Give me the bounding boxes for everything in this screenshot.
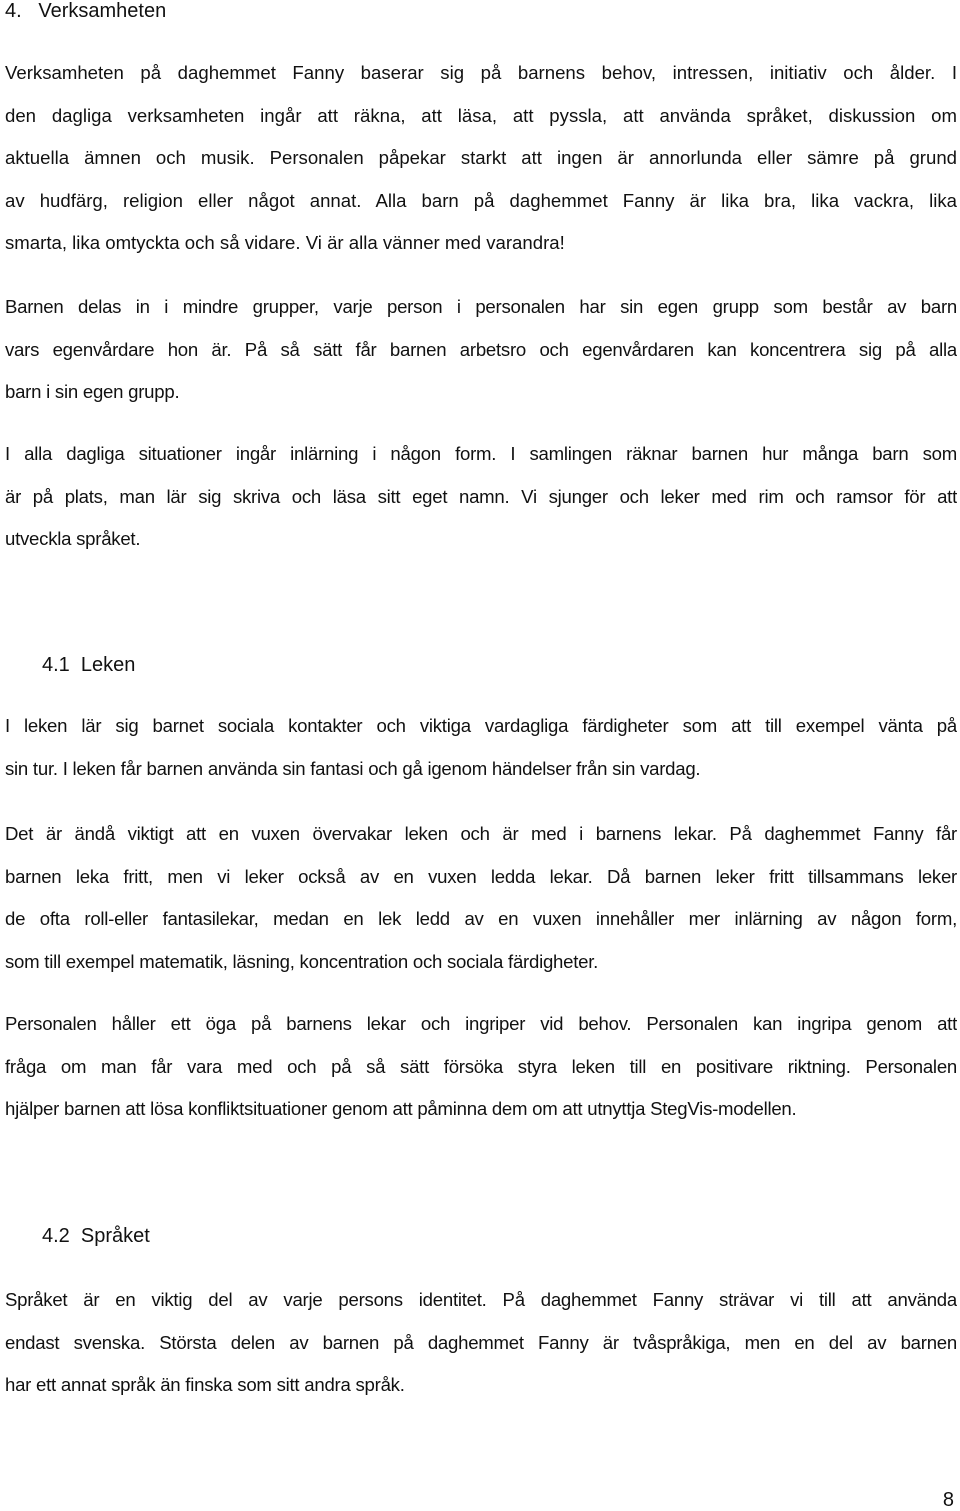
paragraph-groups — [5, 286, 957, 414]
text-line: är på plats, man lär sig skriva och läsa sitt eget namn. Vi sjunger och leker med rim och ramsor för att — [5, 485, 957, 507]
text-line: aktuella ämnen och musik. Personalen påpekar starkt att ingen är annorlunda eller sämre på grund — [5, 147, 957, 168]
text-line: de ofta roll-eller fantasilekar, medan en lek ledd av en vuxen innehåller mer inlärning av någon form, — [5, 908, 957, 929]
text-line: hjälper barnen att lösa konfliktsituationer genom att påminna dem om att utnyttja StegVis-modellen. — [5, 1098, 797, 1119]
text-line: barnen leka fritt, men vi leker också av en vuxen ledda lekar. Då barnen leker fritt tillsammans leker — [5, 865, 957, 887]
text-line: har ett annat språk än finska som sitt andra språk. — [5, 1374, 405, 1395]
text-line: som till exempel matematik, läsning, koncentration och sociala färdigheter. — [5, 950, 599, 972]
text-line: Språket är en viktig del av varje persons identitet. På daghemmet Fanny strävar vi till att använda — [5, 1289, 957, 1310]
text-line: barn i sin egen grupp. — [5, 381, 180, 402]
text-line: I leken lär sig barnet sociala kontakter och viktiga vardagliga färdigheter som att till exempel vänta på — [5, 715, 957, 736]
text-line: fråga om man får vara med och på så sätt försöka styra leken till en positivare riktning. Personalen — [5, 1055, 957, 1077]
text-line: Barnen delas in i mindre grupper, varje person i personalen har sin egen grupp som består av barn — [5, 296, 957, 317]
text-line: Det är ändå viktigt att en vuxen övervakar leken och är med i barnens lekar. På daghemmet Fanny får — [5, 823, 957, 844]
paragraph-leken-staff — [5, 1003, 957, 1131]
page-number: 8 — [942, 1489, 954, 1511]
section-heading-verksamheten: 4. Verksamheten — [5, 0, 167, 22]
text-line: smarta, lika omtyckta och så vidare. Vi är alla vänner med varandra! — [5, 232, 565, 253]
paragraph-learning — [5, 433, 957, 561]
text-line: endast svenska. Största delen av barnen på daghemmet Fanny är tvåspråkiga, men en del av barnen — [5, 1331, 957, 1353]
text-line: Personalen håller ett öga på barnens lekar och ingriper vid behov. Personalen kan ingripa genom att — [5, 1013, 957, 1034]
paragraph-leken-intro — [5, 705, 957, 790]
paragraph-leken-supervision — [5, 813, 957, 983]
section-heading-spraket: 4.2 Språket — [42, 1225, 150, 1247]
text-line: av hudfärg, religion eller något annat. Alla barn på daghemmet Fanny är lika bra, lika vackra, lika — [5, 189, 957, 211]
text-line: den dagliga verksamheten ingår att räkna, att läsa, att pyssla, att använda språket, diskussion om — [5, 104, 957, 126]
text-line: vars egenvårdare hon är. På så sätt får barnen arbetsro och egenvårdaren kan koncentrera sig på alla — [5, 338, 957, 360]
section-heading-leken: 4.1 Leken — [42, 654, 136, 676]
paragraph-verksamheten-intro — [5, 52, 957, 265]
text-line: Verksamheten på daghemmet Fanny baserar sig på barnens behov, intressen, initiativ och ålder. I — [5, 62, 957, 83]
paragraph-spraket — [5, 1279, 957, 1407]
text-line: sin tur. I leken får barnen använda sin fantasi och gå igenom händelser från sin vardag. — [5, 757, 701, 779]
text-line: I alla dagliga situationer ingår inlärning i någon form. I samlingen räknar barnen hur många barn som — [5, 443, 957, 464]
text-line: utveckla språket. — [5, 528, 141, 549]
